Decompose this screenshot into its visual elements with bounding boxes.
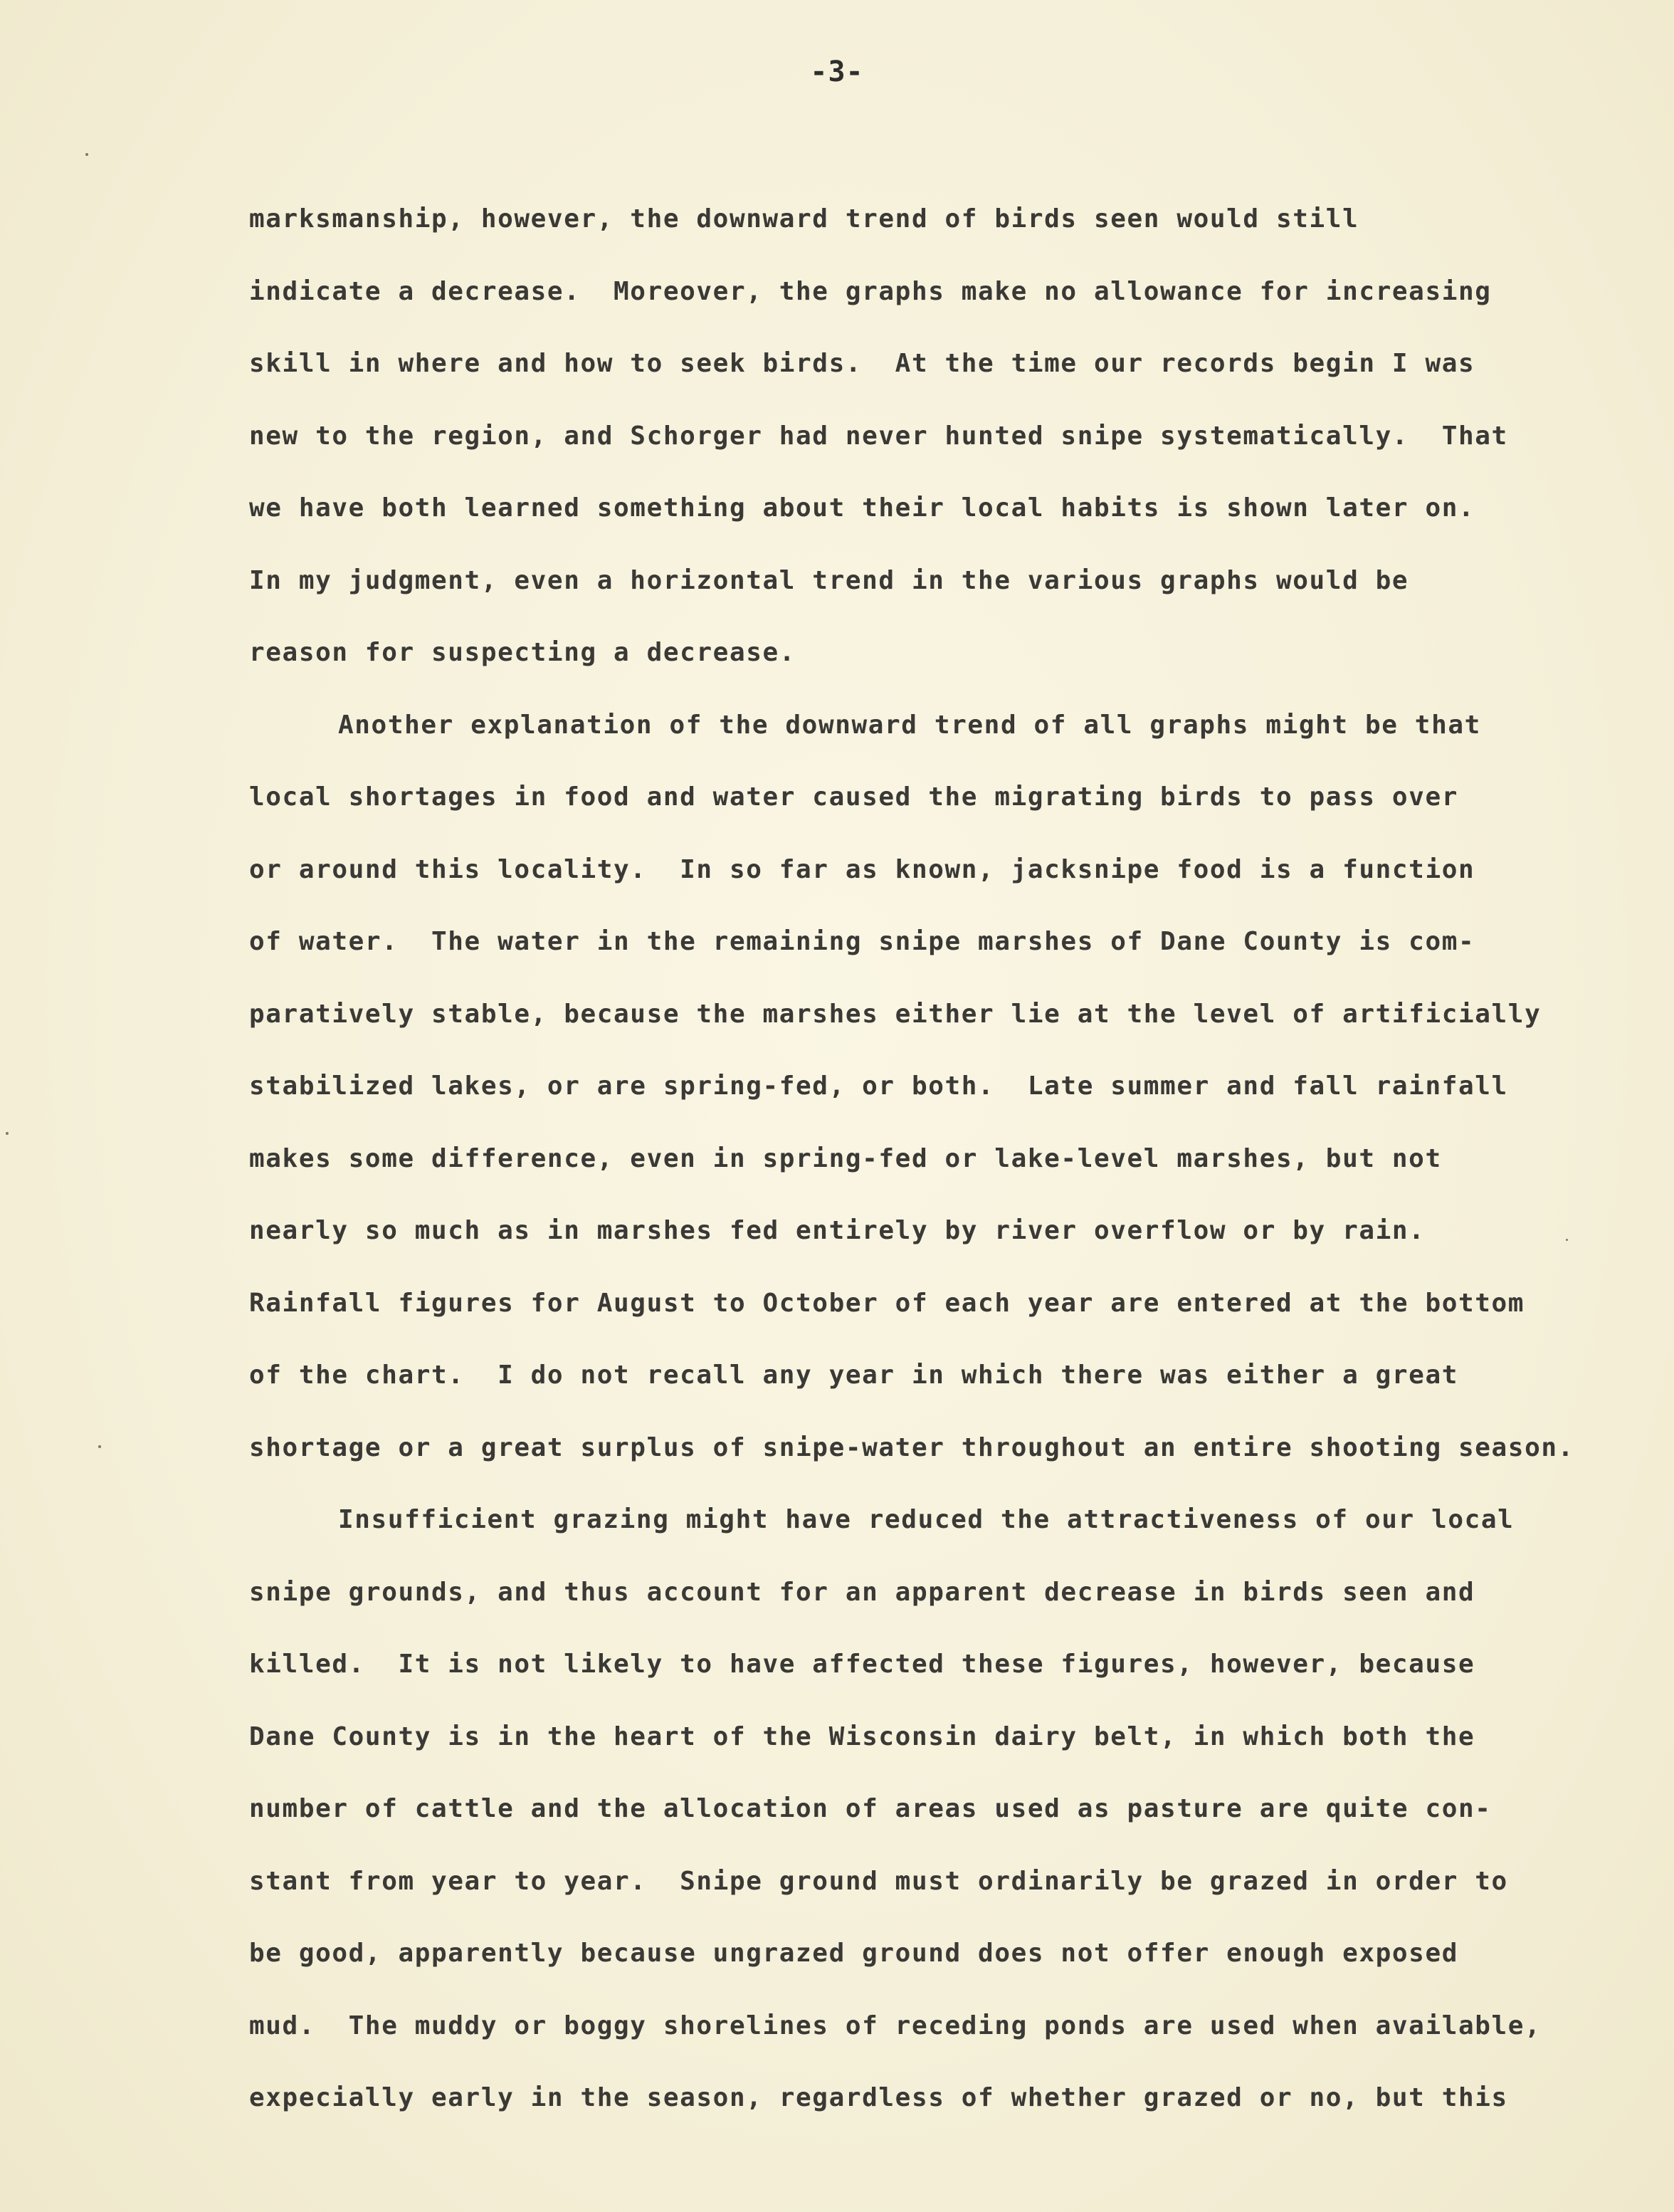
text-line: paratively stable, because the marshes either lie at the level of artificially: [249, 999, 1542, 1029]
text-line: or around this locality. In so far as known, jacksnipe food is a function: [249, 854, 1475, 884]
text-line: indicate a decrease. Moreover, the graphs make no allowance for increasing: [249, 276, 1492, 306]
text-line: In my judgment, even a horizontal trend in the various graphs would be: [249, 565, 1409, 595]
text-line: marksmanship, however, the downward trend of birds seen would still: [249, 204, 1359, 234]
body-text: [249, 198, 1665, 2149]
text-line: skill in where and how to seek birds. At the time our records begin I was: [249, 349, 1475, 378]
text-line: of the chart. I do not recall any year in which there was either a great: [249, 1361, 1458, 1390]
text-line: Rainfall figures for August to October of each year are entered at the bottom: [249, 1288, 1525, 1318]
text-line: of water. The water in the remaining snipe marshes of Dane County is com-: [249, 927, 1475, 956]
text-line: Dane County is in the heart of the Wisconsin dairy belt, in which both the: [249, 1721, 1475, 1751]
text-line: stant from year to year. Snipe ground must ordinarily be grazed in order to: [249, 1866, 1508, 1896]
text-line: reason for suspecting a decrease.: [249, 638, 796, 667]
text-line: makes some difference, even in spring-fed or lake-level marshes, but not: [249, 1143, 1442, 1173]
text-line: expecially early in the season, regardless of whether grazed or no, but this: [249, 2083, 1508, 2112]
paragraph-start-line: Another explanation of the downward trend of all graphs might be that: [338, 710, 1481, 740]
paragraph-start-line: Insufficient grazing might have reduced the attractiveness of our local: [338, 1505, 1515, 1534]
text-line: new to the region, and Schorger had never hunted snipe systematically. That: [249, 421, 1508, 451]
paper-speck: [85, 153, 88, 156]
page-number: -3-: [810, 56, 864, 88]
text-line: be good, apparently because ungrazed ground does not offer enough exposed: [249, 1939, 1458, 1968]
text-line: number of cattle and the allocation of areas used as pasture are quite con-: [249, 1794, 1492, 1823]
paper-speck: [6, 1132, 9, 1135]
text-line: snipe grounds, and thus account for an apparent decrease in birds seen and: [249, 1577, 1475, 1607]
text-line: local shortages in food and water caused the migrating birds to pass over: [249, 782, 1458, 812]
paper-speck: [98, 1445, 101, 1448]
text-line: mud. The muddy or boggy shorelines of receding ponds are used when available,: [249, 2011, 1542, 2040]
text-line: killed. It is not likely to have affected these figures, however, because: [249, 1650, 1475, 1679]
text-line: shortage or a great surplus of snipe-water throughout an entire shooting season.: [249, 1432, 1574, 1462]
text-line: we have both learned something about their local habits is shown later on.: [249, 493, 1475, 523]
text-line: nearly so much as in marshes fed entirely by river overflow or by rain.: [249, 1216, 1426, 1245]
text-line: stabilized lakes, or are spring-fed, or both. Late summer and fall rainfall: [249, 1071, 1508, 1101]
paper-speck: [1566, 1239, 1568, 1241]
